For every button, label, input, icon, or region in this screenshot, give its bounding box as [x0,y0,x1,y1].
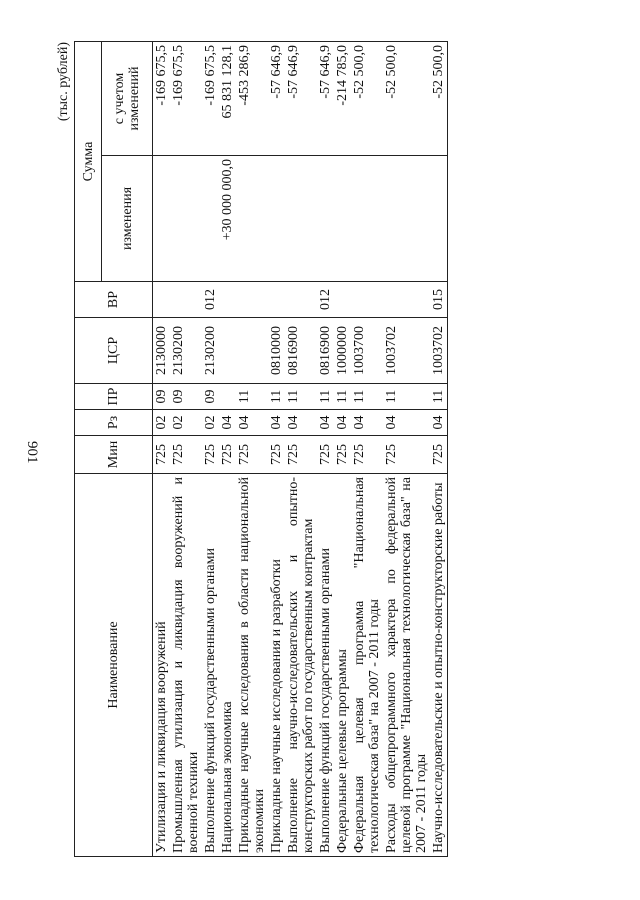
cell-change [236,156,268,282]
cell-min: 725 [202,436,219,474]
cell-vr [383,282,430,318]
cell-vr [351,282,383,318]
cell-min: 725 [317,436,334,474]
cell-total: -453 286,9 [236,42,268,156]
cell-change [334,156,351,282]
cell-csr: 1000000 [334,318,351,384]
cell-total: -57 646,9 [268,42,285,156]
cell-total: -52 500,0 [430,42,448,156]
cell-change [285,156,317,282]
cell-pr: 11 [317,384,334,410]
cell-vr [285,282,317,318]
cell-vr [268,282,285,318]
cell-name: Утилизация и ликвидация вооружений [153,474,171,857]
cell-change [351,156,383,282]
cell-total: -214 785,0 [334,42,351,156]
table-row [202,42,219,857]
table-body [153,42,448,857]
cell-change [170,156,202,282]
cell-pr: 11 [334,384,351,410]
cell-name: Прикладные научные исследования и разработки [268,474,285,857]
cell-min: 725 [153,436,171,474]
page-number: 901 [24,441,40,464]
cell-rz: 04 [430,410,448,436]
cell-min: 725 [383,436,430,474]
header-sum: Сумма [75,42,102,282]
table-row [430,42,448,857]
cell-change [430,156,448,282]
cell-rz: 04 [219,410,236,436]
cell-rz: 04 [317,410,334,436]
cell-min: 725 [170,436,202,474]
cell-vr [334,282,351,318]
cell-rz: 04 [285,410,317,436]
cell-total: -169 675,5 [153,42,171,156]
header-change: изменения [102,156,153,282]
cell-vr [153,282,171,318]
table-row [285,42,317,857]
table-row [334,42,351,857]
cell-rz: 02 [170,410,202,436]
header-row [75,42,102,857]
cell-pr [219,384,236,410]
cell-change: +30 000 000,0 [219,156,236,282]
cell-pr: 11 [285,384,317,410]
cell-csr: 1003702 [383,318,430,384]
header-csr: ЦСР [75,318,153,384]
cell-pr: 11 [430,384,448,410]
cell-change [153,156,171,282]
cell-name: Федеральная целевая программа "Национальная технологическая база" на 2007 - 2011 годы [351,474,383,857]
cell-name: Прикладные научные исследования в области национальной экономики [236,474,268,857]
cell-pr: 11 [236,384,268,410]
cell-rz: 04 [383,410,430,436]
table-row [153,42,171,857]
cell-name: Промышленная утилизация и ликвидация вооружений и военной техники [170,474,202,857]
cell-csr: 2130200 [202,318,219,384]
cell-change [268,156,285,282]
cell-total: -52 500,0 [383,42,430,156]
header-with-changes: с учетом изменений [102,42,153,156]
cell-rz: 02 [153,410,171,436]
cell-min: 725 [219,436,236,474]
cell-rz: 04 [268,410,285,436]
table-row [383,42,430,857]
cell-vr: 015 [430,282,448,318]
cell-total: 65 831 128,1 [219,42,236,156]
cell-pr: 09 [170,384,202,410]
cell-csr: 2130200 [170,318,202,384]
cell-min: 725 [236,436,268,474]
cell-min: 725 [351,436,383,474]
table-row [219,42,236,857]
cell-csr [236,318,268,384]
cell-name: Расходы общепрограммного характера по федеральной целевой программе "Национальная технологическая база" на 2007 - 2011 годы [383,474,430,857]
cell-csr: 0816900 [317,318,334,384]
cell-name: Выполнение функций государственными органами [317,474,334,857]
cell-name: Федеральные целевые программы [334,474,351,857]
cell-pr: 09 [202,384,219,410]
table-row [268,42,285,857]
table-row [170,42,202,857]
cell-min: 725 [268,436,285,474]
cell-pr: 11 [383,384,430,410]
header-min: Мин [75,436,153,474]
cell-change [383,156,430,282]
budget-table [74,41,448,857]
table-row [351,42,383,857]
cell-rz: 04 [236,410,268,436]
cell-name: Выполнение функций государственными органами [202,474,219,857]
cell-name: Выполнение научно-исследовательских и опытно-конструкторских работ по государственным контрактам [285,474,317,857]
cell-vr: 012 [317,282,334,318]
cell-csr [219,318,236,384]
cell-csr: 1003700 [351,318,383,384]
rotated-content [54,42,592,857]
cell-min: 725 [334,436,351,474]
cell-min: 725 [430,436,448,474]
cell-vr [170,282,202,318]
cell-vr [219,282,236,318]
cell-name: Научно-исследовательские и опытно-конструкторские работы [430,474,448,857]
cell-pr: 11 [268,384,285,410]
cell-vr: 012 [202,282,219,318]
cell-rz: 04 [351,410,383,436]
cell-csr: 1003702 [430,318,448,384]
cell-name: Национальная экономика [219,474,236,857]
cell-csr: 0810000 [268,318,285,384]
table-row [236,42,268,857]
cell-total: -169 675,5 [202,42,219,156]
cell-total: -57 646,9 [317,42,334,156]
cell-min: 725 [285,436,317,474]
cell-csr: 0816900 [285,318,317,384]
cell-change [317,156,334,282]
header-pr: ПР [75,384,153,410]
cell-pr: 11 [351,384,383,410]
cell-total: -52 500,0 [351,42,383,156]
cell-csr: 2130000 [153,318,171,384]
cell-change [202,156,219,282]
header-vr: ВР [75,282,153,318]
cell-rz: 04 [334,410,351,436]
header-rz: Рз [75,410,153,436]
header-name: Наименование [75,474,153,857]
cell-pr: 09 [153,384,171,410]
table-row [317,42,334,857]
cell-rz: 02 [202,410,219,436]
unit-label: (тыс. рублей) [56,42,71,122]
cell-vr [236,282,268,318]
cell-total: -57 646,9 [285,42,317,156]
cell-total: -169 675,5 [170,42,202,156]
